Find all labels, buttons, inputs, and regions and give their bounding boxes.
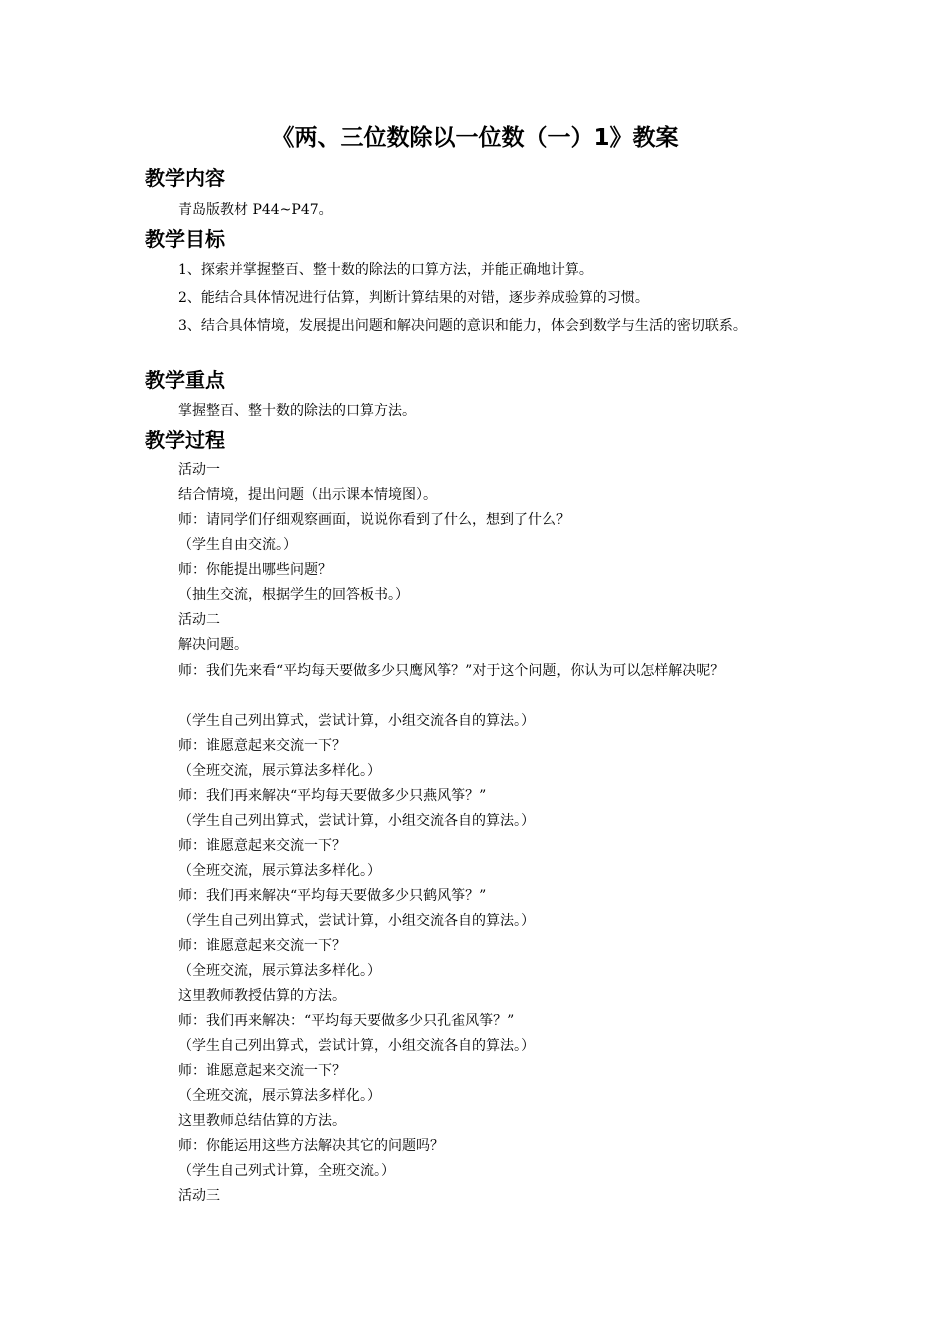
process-line: 结合情境，提出问题（出示课本情境图）。 [178, 487, 437, 503]
process-line: （学生自己列出算式，尝试计算，小组交流各自的算法。） [178, 713, 535, 729]
process-line: （全班交流，展示算法多样化。） [178, 763, 381, 779]
process-line: 活动二 [178, 612, 220, 628]
process-line: 这里教师总结估算的方法。 [178, 1113, 346, 1129]
process-line: 活动一 [178, 462, 220, 478]
process-line: 师：谁愿意起来交流一下？ [178, 738, 346, 754]
process-line: 活动三 [178, 1188, 220, 1204]
process-line: 这里教师教授估算的方法。 [178, 988, 346, 1004]
process-line: （全班交流，展示算法多样化。） [178, 863, 381, 879]
process-line: （学生自由交流。） [178, 537, 297, 553]
goal-line-1: 1、探索并掌握整百、整十数的除法的口算方法，并能正确地计算。 [178, 262, 593, 278]
goal-line-3: 3、结合具体情境，发展提出问题和解决问题的意识和能力，体会到数学与生活的密切联系。 [178, 318, 747, 334]
process-line: （全班交流，展示算法多样化。） [178, 963, 381, 979]
key-point-line: 掌握整百、整十数的除法的口算方法。 [178, 403, 416, 419]
process-line: 师：我们再来解决“平均每天要做多少只燕风筝？” [178, 788, 487, 804]
process-line: 师：谁愿意起来交流一下？ [178, 838, 346, 854]
process-line: 师：谁愿意起来交流一下？ [178, 938, 346, 954]
process-line: （学生自己列出算式，尝试计算，小组交流各自的算法。） [178, 813, 535, 829]
process-line: （学生自己列式计算，全班交流。） [178, 1163, 395, 1179]
process-line: 师：谁愿意起来交流一下？ [178, 1063, 346, 1079]
process-line: 师：我们再来解决：“平均每天要做多少只孔雀风筝？” [178, 1013, 515, 1029]
process-line: （学生自己列出算式，尝试计算，小组交流各自的算法。） [178, 913, 535, 929]
section-heading-key-points: 教学重点 [145, 368, 225, 392]
process-line: 师：请同学们仔细观察画面，说说你看到了什么，想到了什么？ [178, 512, 570, 528]
process-line: （全班交流，展示算法多样化。） [178, 1088, 381, 1104]
process-line: 师：我们先来看“平均每天要做多少只鹰风筝？”对于这个问题，你认为可以怎样解决呢？ [178, 663, 725, 679]
process-line: （学生自己列出算式，尝试计算，小组交流各自的算法。） [178, 1038, 535, 1054]
section-heading-content: 教学内容 [145, 166, 225, 190]
process-line: 解决问题。 [178, 637, 248, 653]
section-heading-goals: 教学目标 [145, 227, 225, 251]
content-line: 青岛版教材 P44~P47。 [178, 202, 333, 218]
process-line: 师：你能运用这些方法解决其它的问题吗？ [178, 1138, 444, 1154]
process-line: （抽生交流，根据学生的回答板书。） [178, 587, 409, 603]
process-line: 师：你能提出哪些问题？ [178, 562, 332, 578]
goal-line-2: 2、能结合具体情况进行估算，判断计算结果的对错，逐步养成验算的习惯。 [178, 290, 649, 306]
section-heading-process: 教学过程 [145, 428, 225, 452]
process-line: 师：我们再来解决“平均每天要做多少只鹤风筝？” [178, 888, 487, 904]
document-title: 《两、三位数除以一位数（一）1》教案 [271, 125, 679, 151]
